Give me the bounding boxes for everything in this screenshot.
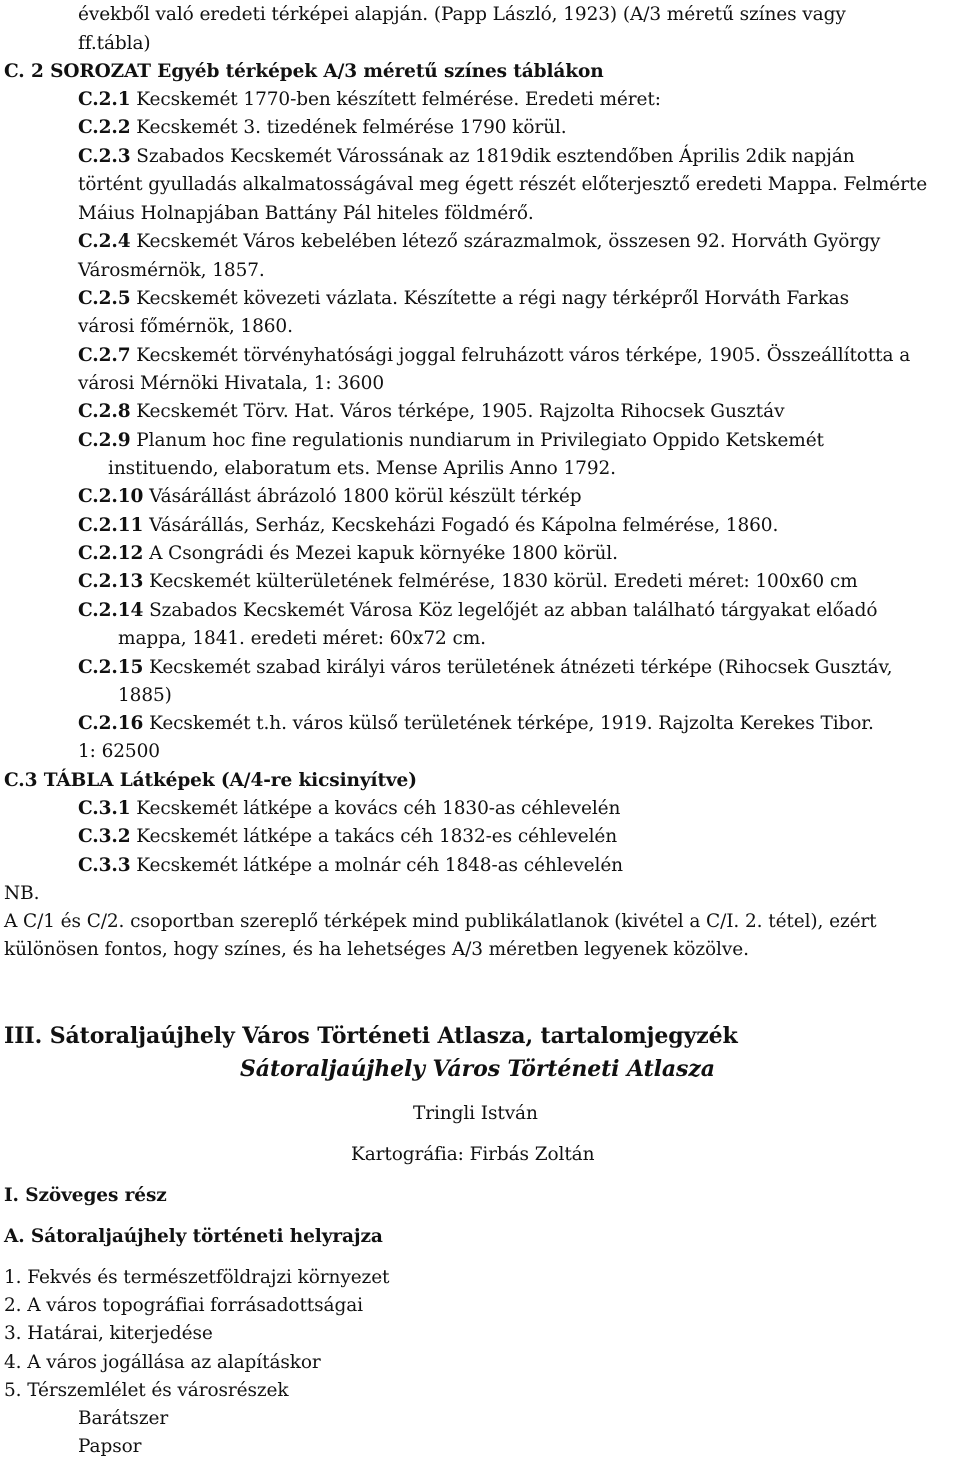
toc-item: 2. A város topográfiai forrásadottságai (4, 1295, 363, 1316)
item-text: Kecskemét törvényhatósági joggal felruházott város térképe, 1905. Összeállította a (130, 345, 911, 366)
item-code: C.3.2 (78, 826, 131, 847)
text-line: ff.tábla) (78, 33, 151, 54)
list-item-c24 (78, 231, 880, 253)
item-code: C.2.1 (78, 89, 131, 110)
item-code: C.2.3 (78, 146, 131, 167)
section-heading-iii: III. Sátoraljaújhely Város Történeti Atlasza, tartalomjegyzék (4, 1023, 738, 1049)
text-line: instituendo, elaboratum ets. Mense Aprilis Anno 1792. (108, 458, 616, 479)
section-heading-c2: C. 2 SOROZAT Egyéb térképek A/3 méretű színes táblákon (4, 61, 604, 82)
section-heading-c3: C.3 TÁBLA Látképek (A/4-re kicsinyítve) (4, 770, 417, 791)
text-line: városi Mérnöki Hivatala, 1: 3600 (78, 373, 385, 394)
text-line: történt gyulladás alkalmatosságával meg égett részét előterjesztő eredeti Mappa. Felmérte (78, 174, 928, 195)
item-code: C.2.8 (78, 401, 131, 422)
item-code: C.2.15 (78, 657, 144, 678)
list-item-c216 (78, 713, 874, 735)
text-line: 1885) (118, 685, 172, 706)
item-code: C.2.16 (78, 713, 144, 734)
list-item-c31 (78, 798, 620, 820)
item-text: Szabados Kecskemét Városa Köz legelőjét az abban található tárgyakat előadó (143, 600, 878, 621)
item-text: A Csongrádi és Mezei kapuk környéke 1800 körül. (143, 543, 618, 564)
text-line: Városmérnök, 1857. (78, 260, 265, 281)
toc-item: 5. Térszemlélet és városrészek (4, 1380, 289, 1401)
part-heading: I. Szöveges rész (4, 1185, 167, 1206)
item-text: Kecskemét látképe a molnár céh 1848-as céhlevelén (130, 855, 623, 876)
toc-item: 3. Határai, kiterjedése (4, 1323, 213, 1344)
item-text: Kecskemét Város kebelében létező szárazmalmok, összesen 92. Horváth György (130, 231, 881, 252)
text-line: évekből való eredeti térképei alapján. (Papp László, 1923) (A/3 méretű színes vagy (78, 4, 846, 25)
list-item-c210 (78, 486, 581, 508)
item-code: C.2.5 (78, 288, 131, 309)
item-code: C.2.2 (78, 117, 131, 138)
item-code: C.2.12 (78, 543, 144, 564)
list-item-c22 (78, 117, 567, 139)
list-item-c32 (78, 826, 617, 848)
item-text: Kecskemét t.h. város külső területének térképe, 1919. Rajzolta Kerekes Tibor. (143, 713, 874, 734)
item-code: C.2.10 (78, 486, 144, 507)
item-code: C.2.14 (78, 600, 144, 621)
item-text: Kecskemét látképe a takács céh 1832-es céhlevelén (130, 826, 618, 847)
item-code: C.2.4 (78, 231, 131, 252)
toc-subitem: Barátszer (78, 1408, 169, 1429)
atlas-subtitle: Sátoraljaújhely Város Történeti Atlasza (240, 1056, 715, 1082)
list-item-c27 (78, 345, 910, 367)
item-code: C.3.3 (78, 855, 131, 876)
list-item-c21 (78, 89, 661, 111)
list-item-c25 (78, 288, 849, 310)
nb-text-line: A C/1 és C/2. csoportban szereplő térképek mind publikálatlanok (kivétel a C/I. 2. tétel), ezért (4, 911, 877, 932)
item-code: C.3.1 (78, 798, 131, 819)
item-text: Kecskemét 3. tizedének felmérése 1790 körül. (130, 117, 567, 138)
list-item-c212 (78, 543, 618, 565)
list-item-c28 (78, 401, 784, 423)
author: Tringli István (413, 1103, 538, 1124)
list-item-c213 (78, 571, 858, 593)
list-item-c23 (78, 146, 855, 168)
item-text: Kecskemét 1770-ben készített felmérése. Eredeti méret: (130, 89, 661, 110)
item-text: Vásárállást ábrázoló 1800 körül készült térkép (143, 486, 582, 507)
nb-text-line: különösen fontos, hogy színes, és ha lehetséges A/3 méretben legyenek közölve. (4, 939, 749, 960)
item-code: C.2.13 (78, 571, 144, 592)
nb-label: NB. (4, 883, 40, 904)
toc-item: 1. Fekvés és természetföldrajzi környezet (4, 1267, 390, 1288)
item-code: C.2.9 (78, 430, 131, 451)
toc-subitem: Papsor (78, 1436, 142, 1457)
item-text: Kecskemét szabad királyi város területének átnézeti térképe (Rihocsek Gusztáv, (143, 657, 893, 678)
subsection-heading: A. Sátoraljaújhely történeti helyrajza (4, 1226, 383, 1247)
text-line: 1: 62500 (78, 741, 160, 762)
cartography-credit: Kartográfia: Firbás Zoltán (351, 1144, 595, 1165)
item-text: Planum hoc fine regulationis nundiarum in Privilegiato Oppido Ketskemét (130, 430, 824, 451)
list-item-c33 (78, 855, 623, 877)
item-text: Vásárállás, Serház, Kecskeházi Fogadó és Kápolna felmérése, 1860. (143, 515, 779, 536)
list-item-c29 (78, 430, 824, 452)
item-text: Szabados Kecskemét Várossának az 1819dik esztendőben Április 2dik napján (130, 146, 855, 167)
text-line: mappa, 1841. eredeti méret: 60x72 cm. (118, 628, 486, 649)
item-text: Kecskemét külterületének felmérése, 1830 körül. Eredeti méret: 100x60 cm (143, 571, 858, 592)
list-item-c214 (78, 600, 877, 622)
text-line: Máius Holnapjában Battány Pál hiteles földmérő. (78, 203, 534, 224)
text-line: városi főmérnök, 1860. (78, 316, 293, 337)
item-text: Kecskemét kövezeti vázlata. Készítette a régi nagy térképről Horváth Farkas (130, 288, 849, 309)
item-text: Kecskemét látképe a kovács céh 1830-as céhlevelén (130, 798, 621, 819)
list-item-c215 (78, 657, 892, 679)
list-item-c211 (78, 515, 778, 537)
toc-item: 4. A város jogállása az alapításkor (4, 1352, 321, 1373)
item-code: C.2.11 (78, 515, 144, 536)
item-text: Kecskemét Törv. Hat. Város térképe, 1905. Rajzolta Rihocsek Gusztáv (130, 401, 785, 422)
item-code: C.2.7 (78, 345, 131, 366)
